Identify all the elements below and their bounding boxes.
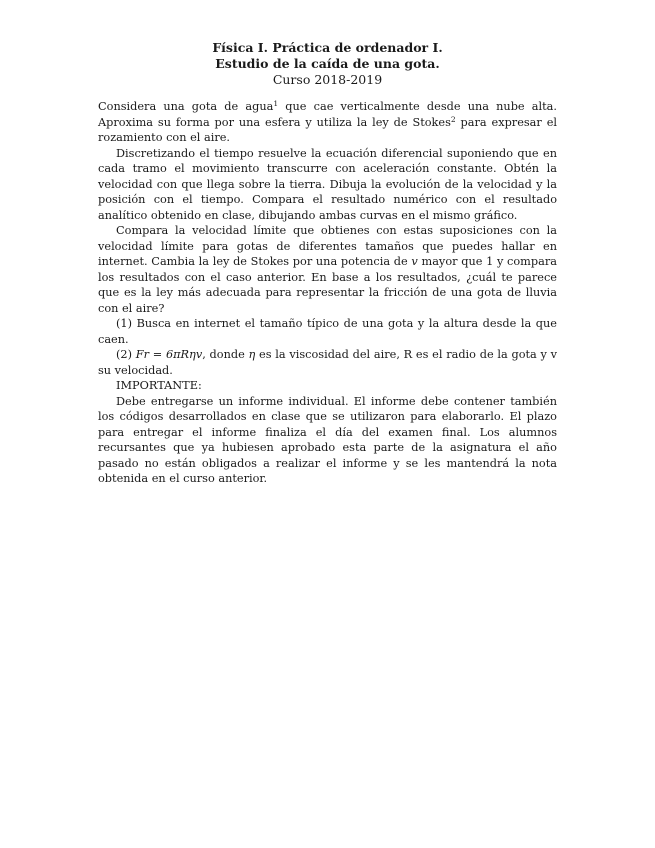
footnote-ref-1: 1 [273,99,279,108]
document-body [98,99,557,487]
document-title: Física I. Práctica de ordenador I. [212,40,443,55]
method-paragraph: Discretizando el tiempo resuelve la ecuación diferencial suponiendo que en cada tramo el movimiento transcurre con aceleración constante. Obtén la velocidad con que llega sobre la tierra. Dibuja la evolución de la velocidad y la posición con el tiempo. Compara el resultado numérico con el resultado analítico obtenido en clase, dibujando ambas curvas en el mismo gráfico. [98,146,557,222]
intro-paragraph: Considera una gota de agua$^1$ que cae verticalmente desde una nube alta. Aproxima su forma por una esfera y utiliza la ley de Stokes$^2$ para expresar el rozamiento con el aire. [98,99,557,144]
eta-symbol: η [248,348,256,361]
velocity-symbol: v [411,255,418,268]
course-year: Curso 2018-2019 [272,72,383,87]
document-header [0,40,655,88]
instructions-paragraph: Debe entregarse un informe individual. El informe debe contener también los códigos desarrollados en clase que se utilizaron para elaborarlo. El plazo para entregar el informe finaliza el día del examen final. Los alumnos recursantes que ya hubiesen aprobado esta parte de la asignatura el año pasado no están obligados a realizar el informe y se les mantendrá la nota obtenida en el curso anterior. [98,394,557,485]
footnote-1: (1) Busca en internet el tamaño típico de una gota y la altura desde la que caen. [98,317,557,346]
comparison-paragraph: Compara la velocidad límite que obtienes con estas suposiciones con la velocidad límite para gotas de diferentes tamaños que puedes hallar en internet. Cambia la ley de Stokes por una potencia de v mayor que 1 y compara los resultados con el caso anterior. En base a los resultados, ¿cuál te parece que es la ley más adecuada para representar la fricción de una gota de lluvia con el aire? [98,224,557,315]
stokes-formula: Fr = 6πRηv [135,348,203,361]
footnote-ref-2: 2 [450,114,456,124]
document-subtitle: Estudio de la caída de una gota. [215,56,440,71]
footnote-2: (2) Fr = 6πRηv, donde η es la viscosidad del aire, R es el radio de la gota y v su velocidad. [98,348,558,377]
important-heading: IMPORTANTE: [116,379,202,392]
